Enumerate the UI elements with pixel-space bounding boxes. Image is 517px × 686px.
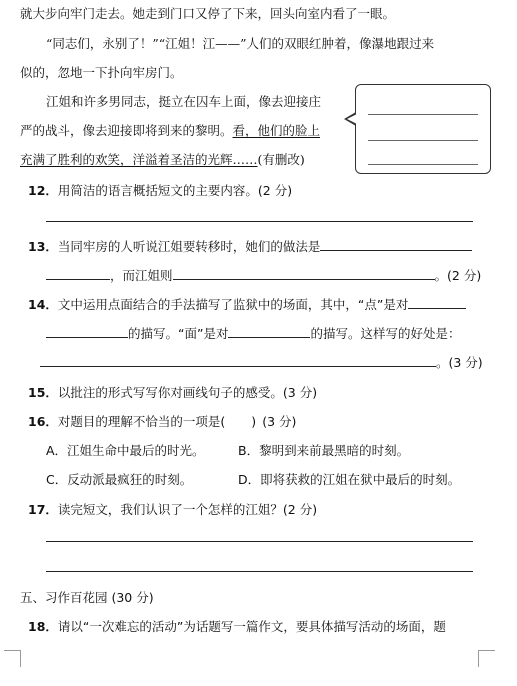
question-text: ) [251,414,257,429]
answer-line[interactable] [46,221,473,222]
question-text: 读完短文，我们认识了一个怎样的江姐？(2 分) [57,502,318,517]
question-number: 16． [28,414,58,429]
option-d: D．即将获救的江姐在狱中最后的时刻。 [238,472,461,487]
question-text: 文中运用点面结合的手法描写了监狱中的场面，其中，“点”是对 [57,297,409,312]
question-13 [28,237,472,255]
question-number: 17． [28,502,58,517]
passage-text: 严的战斗，像去迎接即将到来的黎明。 [20,123,233,138]
question-score: (3 分) [262,414,297,429]
question-number: 15． [28,385,58,400]
answer-blank[interactable] [46,266,110,280]
question-14-cont [46,324,460,342]
question-text: 以批注的形式写写你对画线句子的感受。(3 分) [57,385,318,400]
page-corner-mark [4,650,21,667]
question-number: 14． [28,297,58,312]
question-14-cont [40,353,483,371]
question-14 [28,295,466,313]
annotation-line [368,164,478,165]
answer-line[interactable] [46,571,473,572]
question-12 [28,181,292,199]
passage-line: 似的，忽地一下扑向牢房门。 [20,65,183,80]
annotation-line [368,114,478,115]
answer-blank[interactable] [408,295,466,309]
answer-blank[interactable] [320,237,472,251]
question-text: 。(3 分) [436,355,483,370]
question-text: 用简洁的语言概括短文的主要内容。(2 分) [57,183,293,198]
section-title: 五、习作百花园 (30 分) [20,590,154,605]
question-18 [28,617,446,635]
option-a: A．江姐生命中最后的时光。 [46,443,205,458]
question-text: 对题目的理解不恰当的一项是( [57,414,226,429]
question-15 [28,383,317,401]
source-note: (有删改) [257,152,305,167]
question-16 [28,412,296,430]
question-13-cont [46,266,481,284]
underlined-sentence: 充满了胜利的欢笑，洋溢着圣洁的光辉…… [20,152,258,167]
option-c: C．反动派最疯狂的时刻。 [46,472,193,487]
question-text: 的描写。“面”是对 [128,326,229,341]
question-text: ，而江姐则 [110,268,173,283]
annotation-line [368,140,478,141]
question-number: 18． [28,619,58,634]
callout-tail-inner [347,114,357,124]
question-17 [28,500,317,518]
annotation-box[interactable] [355,84,491,174]
question-number: 13． [28,239,58,254]
answer-blank[interactable] [228,324,310,338]
passage-line: 江姐和许多男同志，挺立在囚车上面，像去迎接庄 [46,94,322,109]
question-text: 请以“一次难忘的活动”为话题写一篇作文，要具体描写活动的场面，题 [57,619,446,634]
passage-line: “同志们，永别了！”“江姐！江——”人们的双眼红肿着，像瀑地跟过来 [46,36,435,51]
answer-blank[interactable] [173,266,435,280]
answer-line[interactable] [46,541,473,542]
page-corner-mark [478,650,495,667]
passage-line [20,150,305,168]
passage-line: 就大步向牢门走去。她走到门口又停了下来，回头向室内看了一眼。 [20,6,396,21]
underlined-sentence: 看，他们的脸上 [232,123,321,138]
question-text: 当同牢房的人听说江姐要转移时，她们的做法是 [57,239,321,254]
passage-line [20,121,320,139]
question-text: 的描写。这样写的好处是： [310,326,461,341]
question-text: 。(2 分) [434,268,482,283]
answer-blank[interactable] [40,353,436,367]
answer-blank[interactable] [46,324,128,338]
question-number: 12． [28,183,58,198]
option-b: B．黎明到来前最黑暗的时刻。 [238,443,410,458]
